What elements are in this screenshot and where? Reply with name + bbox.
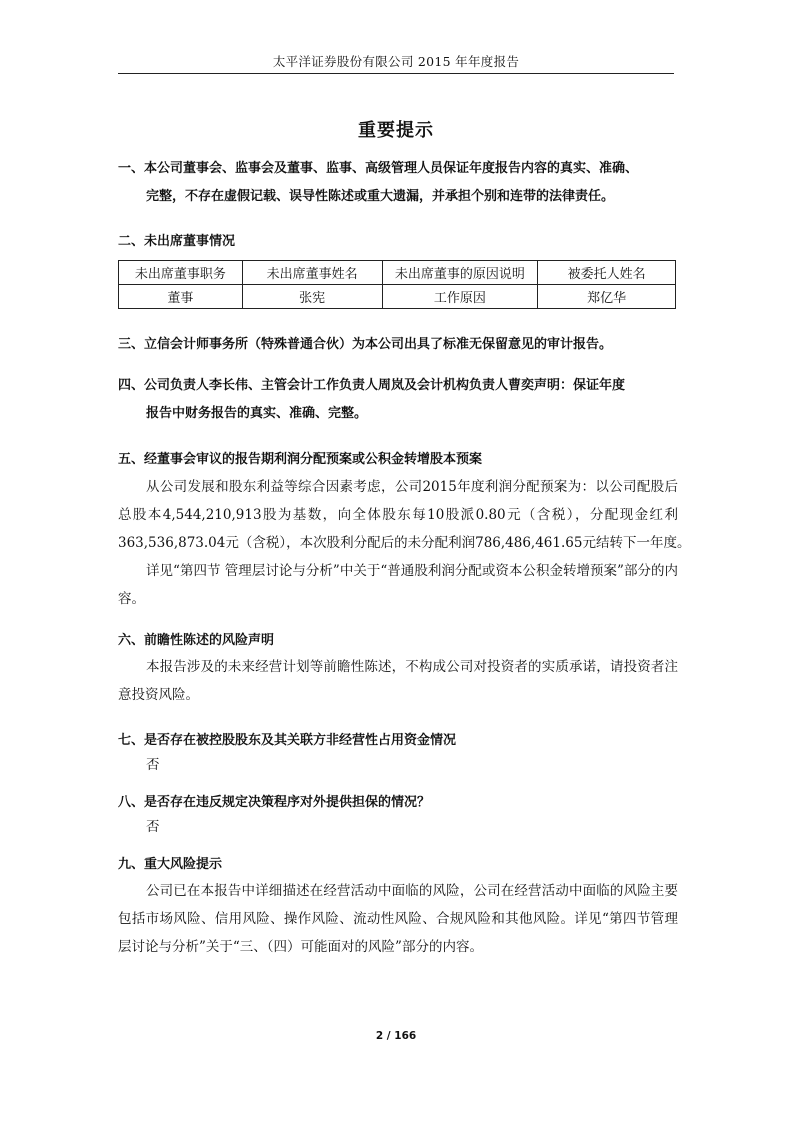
section-7-heading: 七、是否存在被控股股东及其关联方非经营性占用资金情况 [118,733,457,748]
table-cell: 工作原因 [382,285,538,309]
section-1-heading-line1: 一、本公司董事会、监事会及董事、监事、高级管理人员保证年度报告内容的真实、准确、 [118,161,639,176]
section-2-heading: 二、未出席董事情况 [118,234,236,249]
page-number: 2 / 166 [375,1030,417,1042]
table-header-cell: 被委托人姓名 [538,261,676,285]
section-7-answer: 否 [146,757,160,773]
section-5-body [118,473,691,613]
table-row [119,285,676,309]
section-4-heading [118,372,678,428]
page-title: 重要提示 [358,120,434,141]
table-header-cell: 未出席董事职务 [119,261,243,285]
section-6-paragraph: 本报告涉及的未来经营计划等前瞻性陈述，不构成公司对投资者的实质承诺，请投资者注意投资风险。 [118,659,678,703]
section-1-heading-line2: 完整，不存在虚假记载、误导性陈述或重大遗漏，并承担个别和连带的法律责任。 [146,189,615,204]
section-6-body [118,653,678,709]
section-4-heading-line1: 四、公司负责人李长伟、主管会计工作负责人周岚及会计机构负责人曹奕声明：保证年度 [118,378,626,393]
table-header-cell: 未出席董事的原因说明 [382,261,538,285]
section-5-paragraph-1-line-2: 总股本4,544,210,913股为基数，向全体股东每10股派0.80元（含税），分配现金红利 [118,507,678,523]
section-1-heading [118,155,678,211]
table-cell: 张宪 [242,285,382,309]
section-8-heading: 八、是否存在违反规定决策程序对外提供担保的情况？ [118,795,431,810]
section-9-heading: 九、重大风险提示 [118,857,223,872]
absent-directors-table [118,260,676,309]
section-5-paragraph-2: 详见“第四节 管理层讨论与分析”中关于“普通股利润分配或资本公积金转增预案”部分的内容。 [118,563,678,607]
section-6-heading: 六、前瞻性陈述的风险声明 [118,633,275,648]
table-cell: 董事 [119,285,243,309]
table-cell: 郑亿华 [538,285,676,309]
section-9-body [118,877,678,961]
section-3-heading: 三、立信会计师事务所（特殊普通合伙）为本公司出具了标准无保留意见的审计报告。 [118,337,613,352]
section-5-heading: 五、经董事会审议的报告期利润分配预案或公积金转增股本预案 [118,452,483,467]
section-4-heading-line2: 报告中财务报告的真实、准确、完整。 [146,406,368,421]
section-5-paragraph-1-line-3: 363,536,873.04元（含税），本次股利分配后的未分配利润786,486,461.65元结转下一年度。 [118,535,691,551]
section-9-paragraph: 公司已在本报告中详细描述在经营活动中面临的风险，公司在经营活动中面临的风险主要包括市场风险、信用风险、操作风险、流动性风险、合规风险和其他风险。详见“第四节管理层讨论与分析”关于“三、（四）可能面对的风险”部分的内容。 [118,883,678,955]
section-5-paragraph-1-line-1: 从公司发展和股东利益等综合因素考虑，公司2015年度利润分配预案为：以公司配股后 [146,479,678,495]
table-header-row [119,261,676,285]
table-header-cell: 未出席董事姓名 [242,261,382,285]
section-8-answer: 否 [146,819,160,835]
running-header: 太平洋证券股份有限公司 2015 年年度报告 [272,54,520,69]
header-rule [118,73,674,74]
